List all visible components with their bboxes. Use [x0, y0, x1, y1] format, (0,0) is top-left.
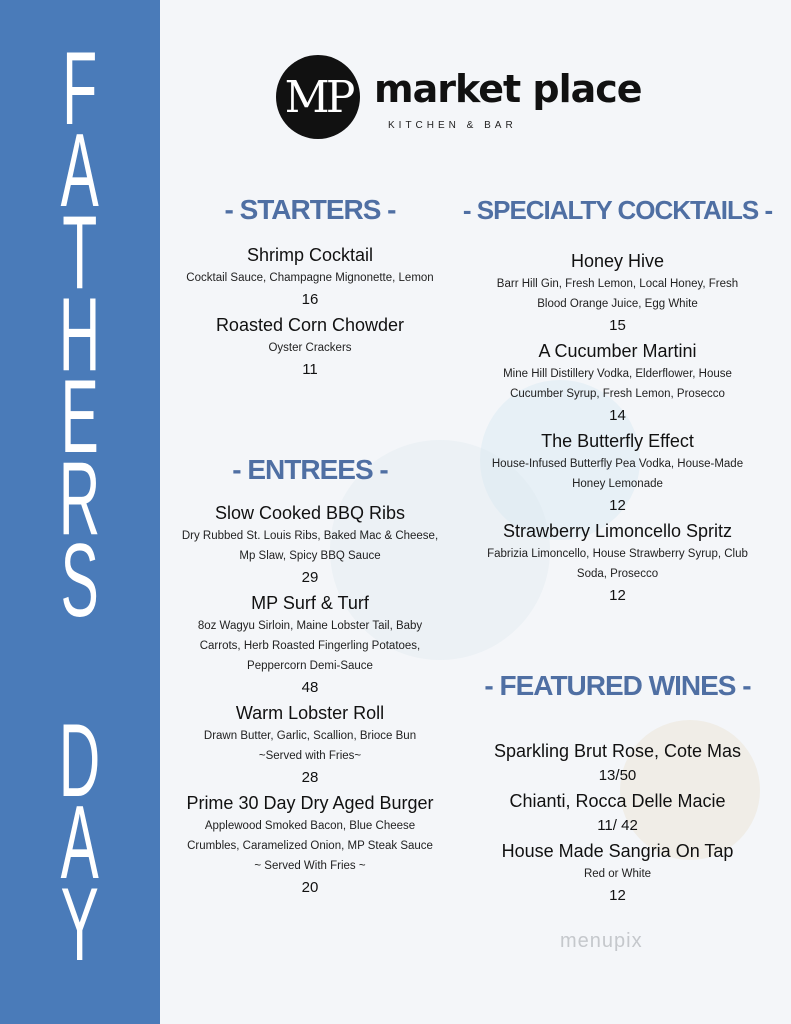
- logo-monogram: MP: [276, 55, 360, 139]
- item-name: Slow Cooked BBQ Ribs: [214, 503, 406, 523]
- item-description: ~ Served With Fries ~: [254, 860, 366, 872]
- item-description: Dry Rubbed St. Louis Ribs, Baked Mac & Cheese,: [181, 530, 439, 542]
- menu-item: [455, 428, 780, 518]
- menu-item: [455, 518, 780, 608]
- item-description: 8oz Wagyu Sirloin, Maine Lobster Tail, Baby: [197, 620, 423, 632]
- item-description: ~Served with Fries~: [258, 750, 362, 762]
- section-heading: - FEATURED WINES -: [484, 670, 751, 701]
- item-description: Crumbles, Caramelized Onion, MP Steak Sauce: [187, 840, 433, 852]
- menu-item: [165, 790, 455, 900]
- menu-item: [455, 738, 780, 788]
- banner-letter: H: [59, 277, 101, 393]
- logo-name: market place: [374, 67, 642, 111]
- item-description: Mp Slaw, Spicy BBQ Sauce: [239, 550, 381, 562]
- item-description: Cocktail Sauce, Champagne Mignonette, Lemon: [186, 272, 434, 284]
- item-price: 12: [609, 497, 626, 514]
- banner-letter: A: [60, 113, 100, 229]
- entrees-section: [165, 448, 455, 900]
- sidebar-banner: [0, 0, 160, 1024]
- menu-item: [165, 312, 455, 382]
- item-description: Peppercorn Demi-Sauce: [247, 660, 373, 672]
- section-heading: - SPECIALTY COCKTAILS -: [462, 195, 773, 225]
- menu-item: [165, 700, 455, 790]
- item-name: Sparkling Brut Rose, Cote Mas: [493, 741, 742, 761]
- item-price: 20: [301, 879, 319, 896]
- menu-item: [165, 590, 455, 700]
- item-price: 15: [609, 317, 626, 334]
- cocktails-section: [455, 188, 780, 608]
- item-name: Prime 30 Day Dry Aged Burger: [186, 793, 434, 813]
- item-description: Applewood Smoked Bacon, Blue Cheese: [204, 820, 416, 832]
- item-price: 16: [301, 291, 319, 308]
- menu-item: [455, 788, 780, 838]
- item-price: 12: [609, 587, 626, 604]
- wines-section: [455, 664, 780, 908]
- menu-item: [165, 242, 455, 312]
- banner-letter: A: [60, 785, 100, 901]
- banner-letter: Y: [60, 867, 100, 983]
- item-price: 28: [301, 769, 319, 786]
- banner-letter: S: [60, 523, 100, 639]
- item-price: 12: [609, 887, 626, 904]
- day-word: [0, 703, 160, 983]
- logo-tagline: KITCHEN & BAR: [388, 120, 517, 131]
- item-description: Soda, Prosecco: [576, 568, 659, 580]
- item-price: 11/ 42: [597, 817, 638, 834]
- item-description: Honey Lemonade: [572, 478, 663, 490]
- banner-letter: T: [62, 195, 98, 311]
- item-price: 29: [301, 569, 319, 586]
- item-price: 13/50: [598, 767, 637, 784]
- item-name: Roasted Corn Chowder: [215, 315, 405, 335]
- item-description: Barr Hill Gin, Fresh Lemon, Local Honey, Fresh: [496, 278, 739, 290]
- item-name: Strawberry Limoncello Spritz: [502, 521, 733, 541]
- logo: [276, 55, 696, 141]
- item-name: Chianti, Rocca Delle Macie: [509, 791, 726, 811]
- item-price: 14: [609, 407, 626, 424]
- menu-item: [455, 338, 780, 428]
- item-description: Drawn Butter, Garlic, Scallion, Brioce Bun: [203, 730, 417, 742]
- watermark: menupix: [560, 930, 643, 952]
- item-name: House Made Sangria On Tap: [501, 841, 734, 861]
- banner-letter: E: [60, 359, 100, 475]
- item-description: Cucumber Syrup, Fresh Lemon, Prosecco: [510, 388, 725, 400]
- menu-item: [165, 500, 455, 590]
- item-name: Honey Hive: [570, 251, 665, 271]
- item-description: House-Infused Butterfly Pea Vodka, House-Made: [491, 458, 744, 470]
- item-name: The Butterfly Effect: [541, 431, 694, 451]
- item-price: 48: [301, 679, 319, 696]
- menu-item: [455, 248, 780, 338]
- banner-letter: D: [59, 703, 101, 819]
- item-name: MP Surf & Turf: [251, 593, 369, 613]
- item-description: Mine Hill Distillery Vodka, Elderflower, House: [503, 368, 732, 380]
- banner-letter: F: [62, 31, 98, 147]
- fathers-word: [0, 31, 160, 639]
- item-description: Blood Orange Juice, Egg White: [537, 298, 698, 310]
- section-heading: - ENTREES -: [232, 454, 388, 485]
- item-description: Fabrizia Limoncello, House Strawberry Syrup, Club: [487, 548, 748, 560]
- item-price: 11: [302, 361, 318, 378]
- menu-item: [455, 838, 780, 908]
- item-name: A Cucumber Martini: [538, 341, 697, 361]
- item-description: Oyster Crackers: [268, 342, 352, 354]
- starters-section: [165, 188, 455, 382]
- item-name: Shrimp Cocktail: [246, 245, 374, 265]
- item-description: Carrots, Herb Roasted Fingerling Potatoes,: [199, 640, 421, 652]
- banner-letter: R: [59, 441, 101, 557]
- item-name: Warm Lobster Roll: [235, 703, 385, 723]
- item-description: Red or White: [583, 868, 652, 880]
- section-heading: - STARTERS -: [224, 194, 396, 225]
